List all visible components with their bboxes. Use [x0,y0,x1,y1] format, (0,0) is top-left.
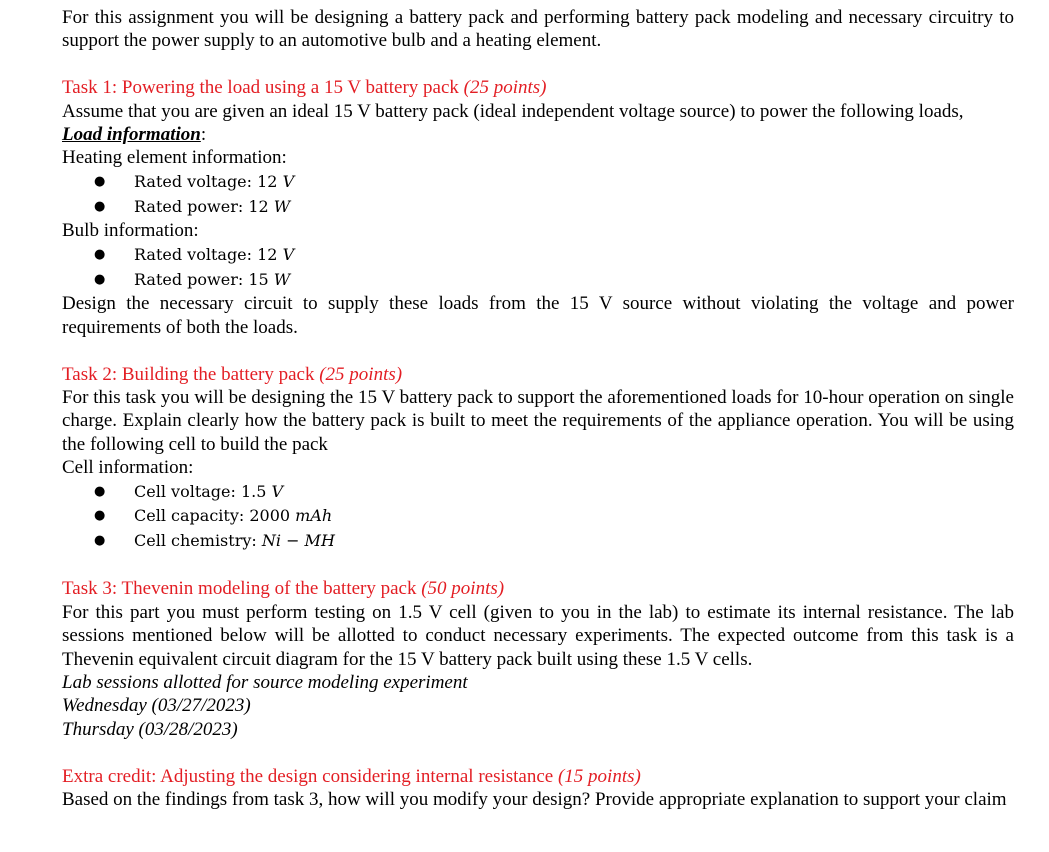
heating-element-heading: Heating element information: [62,147,287,169]
bullet-icon: ● [94,483,106,499]
heating-power-unit: W [273,196,291,216]
heating-power-label: Rated power: 12 [134,196,274,216]
list-item [62,529,1014,554]
task1-title-text: Task 1: Powering the load using a 15 V battery pack [62,77,464,99]
task2-body: For this task you will be designing the 15 V battery pack to support the aforementioned loads for 10-hour operation on single charge. Explain clearly how the battery pack is built to meet the requirements of the appliance operation. You will be using the following cell to build the pack [62,387,1014,455]
bulb-voltage-label: Rated voltage: 12 [134,244,283,264]
list-item [62,504,1014,529]
list-item [62,268,1014,293]
cell-info-list [62,480,1014,554]
task2-title [62,363,1014,386]
bullet-icon: ● [94,246,106,262]
task1-title [62,76,1014,99]
list-item [62,170,1014,195]
list-item [62,195,1014,220]
cell-capacity-unit: mAh [295,506,333,526]
cell-voltage-label: Cell voltage: 1.5 [134,481,272,501]
task2-points: (25 points) [319,363,403,385]
cell-chemistry-value: Ni − MH [261,531,335,551]
task1-body: Assume that you are given an ideal 15 V battery pack (ideal independent voltage source) to power the following loads, [62,100,964,122]
cell-chemistry-label: Cell chemistry: [134,531,262,551]
lab-session-2: Thursday (03/28/2023) [62,718,238,740]
extra-credit-title-text: Extra credit: Adjusting the design considering internal resistance [62,765,558,787]
list-item [62,480,1014,505]
task3-title-text: Task 3: Thevenin modeling of the battery pack [62,578,422,600]
bullet-icon: ● [94,173,106,189]
extra-credit-body: Based on the findings from task 3, how will you modify your design? Provide appropriate explanation to support your claim [62,789,1007,811]
cell-info-heading: Cell information: [62,457,194,479]
cell-voltage-unit: V [271,481,284,501]
load-info-heading [62,123,1014,146]
bulb-power-label: Rated power: 15 [134,269,274,289]
spacer [62,339,1014,362]
heating-voltage-unit: V [282,171,295,191]
task3-title [62,577,1014,600]
bullet-icon: ● [94,198,106,214]
cell-capacity-label: Cell capacity: 2000 [134,506,296,526]
task3-points: (50 points) [421,578,505,600]
bulb-list [62,243,1014,293]
load-info-heading-colon: : [200,124,207,146]
list-item [62,243,1014,268]
task1-design-paragraph: Design the necessary circuit to supply these loads from the 15 V source without violating the voltage and power requirements of both the loads. [62,293,1014,338]
lab-session-1: Wednesday (03/27/2023) [62,695,251,717]
assignment-document [62,6,1014,811]
bullet-icon: ● [94,508,106,524]
load-info-heading-text: Load information [62,124,201,146]
bullet-icon: ● [94,271,106,287]
heating-voltage-label: Rated voltage: 12 [134,171,283,191]
task2-title-text: Task 2: Building the battery pack [62,363,320,385]
task1-points: (25 points) [463,77,547,99]
bulb-heading: Bulb information: [62,220,199,242]
intro-paragraph: For this assignment you will be designing a battery pack and performing battery pack modeling and necessary circuitry to support the power supply to an automotive bulb and a heating element. [62,7,1014,52]
bulb-power-unit: W [273,269,291,289]
spacer [62,53,1014,76]
spacer [62,741,1014,764]
extra-credit-title [62,765,1014,788]
bullet-icon: ● [94,533,106,549]
bulb-voltage-unit: V [282,244,295,264]
heating-element-list [62,170,1014,220]
extra-credit-points: (15 points) [557,765,641,787]
task3-body: For this part you must perform testing on 1.5 V cell (given to you in the lab) to estimate its internal resistance. The lab sessions mentioned below will be allotted to conduct necessary experiments. The expected outcome from this task is a Thevenin equivalent circuit diagram for the 15 V battery pack built using these 1.5 V cells. [62,601,1014,670]
lab-sessions-heading: Lab sessions allotted for source modeling experiment [62,672,468,694]
spacer [62,554,1014,577]
